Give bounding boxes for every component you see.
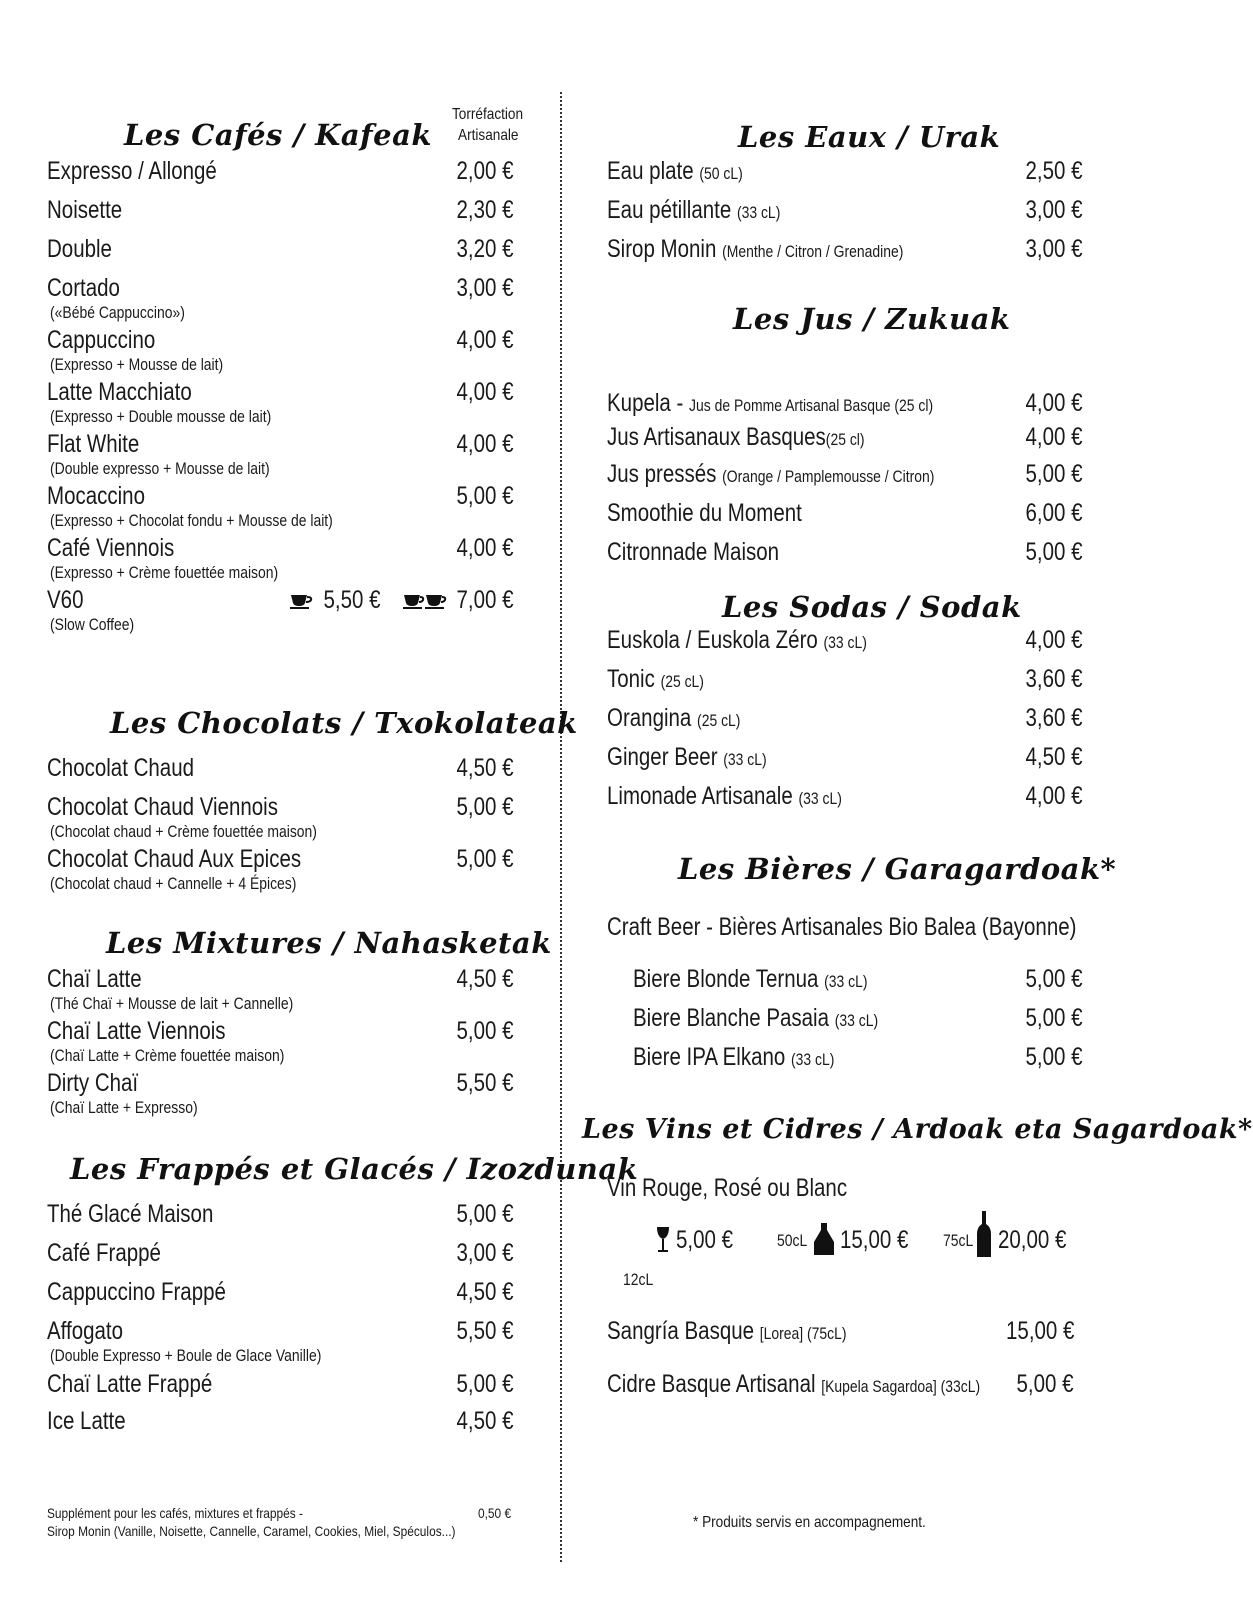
menu-item-name: Café Viennois <box>47 534 175 562</box>
menu-item-name: Noisette <box>47 196 123 224</box>
menu-item-name: Cortado <box>47 274 120 302</box>
menu-item-description: (Chaï Latte + Expresso) <box>50 1098 198 1117</box>
menu-item-name: Double <box>47 235 112 263</box>
menu-item-price: 5,50 € <box>456 1069 514 1097</box>
menu-item-name: Chaï Latte <box>47 965 142 993</box>
menu-item-price: 5,00 € <box>456 1370 514 1398</box>
section-title-chocolats: Les Chocolats / Txokolateak <box>110 706 578 740</box>
menu-item-price: 5,00 € <box>456 793 514 821</box>
menu-item-price: 5,50 € <box>456 1317 514 1345</box>
menu-item-price: 4,00 € <box>1025 389 1083 417</box>
menu-item-name: Ice Latte <box>47 1407 126 1435</box>
menu-item-price: 4,00 € <box>1025 782 1083 810</box>
menu-item-price: 3,00 € <box>1025 235 1083 263</box>
menu-item-name: Eau pétillante (33 cL) <box>607 196 781 224</box>
menu-item-price: 2,30 € <box>456 196 514 224</box>
menu-item-name: Tonic (25 cL) <box>607 665 704 693</box>
menu-item-name: Café Frappé <box>47 1239 161 1267</box>
menu-item-price: 3,60 € <box>1025 665 1083 693</box>
menu-item-name: Jus Artisanaux Basques(25 cl) <box>607 423 865 451</box>
menu-item-name: Affogato <box>47 1317 124 1345</box>
menu-item-name: Thé Glacé Maison <box>47 1200 214 1228</box>
menu-item-description: (Expresso + Chocolat fondu + Mousse de lait) <box>50 511 333 530</box>
menu-item-description: (Slow Coffee) <box>50 615 135 634</box>
menu-item-price: 3,00 € <box>456 1239 514 1267</box>
menu-item-price: 5,00 € <box>1025 460 1083 488</box>
menu-item-price: 5,00 € <box>456 1017 514 1045</box>
menu-item-price: 5,00 € <box>1025 965 1083 993</box>
menu-item-name: Cappuccino <box>47 326 156 354</box>
menu-item-price: 4,00 € <box>1025 626 1083 654</box>
menu-item-name: Biere Blanche Pasaia (33 cL) <box>633 1004 879 1032</box>
menu-item-name: Chocolat Chaud <box>47 754 195 782</box>
menu-item-name: Ginger Beer (33 cL) <box>607 743 767 771</box>
menu-item-price: 5,00 € <box>1025 538 1083 566</box>
v60-single-price: 5,50 € <box>323 586 381 614</box>
menu-item-description: (Expresso + Mousse de lait) <box>50 355 224 374</box>
menu-item-description: (Double expresso + Mousse de lait) <box>50 459 270 478</box>
menu-item-name: Kupela - Jus de Pomme Artisanal Basque (25 cl) <box>607 389 934 417</box>
menu-item-name: Latte Macchiato <box>47 378 192 406</box>
section-title-jus: Les Jus / Zukuak <box>733 302 1011 336</box>
menu-item-description: (Thé Chaï + Mousse de lait + Cannelle) <box>50 994 294 1013</box>
section-title-vins: Les Vins et Cidres / Ardoak eta Sagardoak* <box>582 1114 1253 1145</box>
menu-item-name: Sangría Basque [Lorea] (75cL) <box>607 1317 847 1345</box>
section-title-cafes: Les Cafés / Kafeak <box>124 118 432 152</box>
menu-item-description: («Bébé Cappuccino») <box>50 303 185 322</box>
menu-item-price: 3,00 € <box>1025 196 1083 224</box>
menu-item-price: 5,00 € <box>1025 1043 1083 1071</box>
menu-item-description: (Chocolat chaud + Cannelle + 4 Épices) <box>50 874 297 893</box>
menu-item-description: (Chocolat chaud + Crème fouettée maison) <box>50 822 317 841</box>
footer-note: * Produits servis en accompagnement. <box>693 1514 926 1531</box>
menu-item-price: 2,50 € <box>1025 157 1083 185</box>
menu-item-price: 6,00 € <box>1025 499 1083 527</box>
menu-item-name: V60 <box>47 586 84 614</box>
menu-item-name: Chocolat Chaud Viennois <box>47 793 278 821</box>
menu-item-name: Biere Blonde Ternua (33 cL) <box>633 965 868 993</box>
section-title-mixtures: Les Mixtures / Nahasketak <box>106 926 552 960</box>
menu-item-description: (Expresso + Double mousse de lait) <box>50 407 272 426</box>
menu-item-name: Chaï Latte Viennois <box>47 1017 226 1045</box>
menu-item-price: 2,00 € <box>456 157 514 185</box>
menu-item-description: (Chaï Latte + Crème fouettée maison) <box>50 1046 285 1065</box>
menu-item-price: 4,50 € <box>456 965 514 993</box>
menu-item-name: Chaï Latte Frappé <box>47 1370 213 1398</box>
section-title-eaux: Les Eaux / Urak <box>738 120 1001 154</box>
menu-item-price: 4,00 € <box>456 534 514 562</box>
menu-item-price: 4,00 € <box>456 326 514 354</box>
section-intro-vins: Vin Rouge, Rosé ou Blanc <box>607 1174 848 1202</box>
menu-item-description: (Expresso + Crème fouettée maison) <box>50 563 279 582</box>
menu-item-name: Chocolat Chaud Aux Epices <box>47 845 302 873</box>
menu-item-description: (Double Expresso + Boule de Glace Vanille) <box>50 1346 322 1365</box>
menu-item-price: 5,00 € <box>1025 1004 1083 1032</box>
carafe-price: 15,00 € <box>840 1226 909 1254</box>
menu-item-name: Cappuccino Frappé <box>47 1278 226 1306</box>
menu-item-name: Mocaccino <box>47 482 145 510</box>
menu-item-name: Flat White <box>47 430 140 458</box>
menu-item-name: Sirop Monin (Menthe / Citron / Grenadine) <box>607 235 904 263</box>
menu-item-name: Jus pressés (Orange / Pamplemousse / Citron) <box>607 460 935 488</box>
v60-double-price: 7,00 € <box>456 586 514 614</box>
menu-item-price: 3,60 € <box>1025 704 1083 732</box>
menu-item-name: Cidre Basque Artisanal [Kupela Sagardoa] (33cL) <box>607 1370 981 1398</box>
menu-item-price: 5,00 € <box>456 482 514 510</box>
menu-item-price: 4,50 € <box>456 1407 514 1435</box>
carafe-icon <box>813 1222 835 1256</box>
menu-item-name: Eau plate (50 cL) <box>607 157 743 185</box>
wine-bottle-icon <box>976 1210 992 1258</box>
wine-glass-icon <box>656 1226 670 1254</box>
menu-item-name: Euskola / Euskola Zéro (33 cL) <box>607 626 867 654</box>
supplement-line2: Sirop Monin (Vanille, Noisette, Cannelle, Caramel, Cookies, Miel, Spéculos...) <box>47 1523 456 1539</box>
menu-item-name: Citronnade Maison <box>607 538 780 566</box>
menu-item-price: 4,00 € <box>456 378 514 406</box>
menu-item-price: 3,00 € <box>456 274 514 302</box>
menu-item-price: 4,00 € <box>1025 423 1083 451</box>
menu-item-name: Expresso / Allongé <box>47 157 217 185</box>
supplement-line1: Supplément pour les cafés, mixtures et frappés - <box>47 1505 303 1521</box>
menu-item-price: 4,50 € <box>456 1278 514 1306</box>
menu-item-price: 5,00 € <box>456 845 514 873</box>
section-intro-bieres: Craft Beer - Bières Artisanales Bio Balea (Bayonne) <box>607 913 1077 941</box>
column-divider <box>560 92 562 1562</box>
menu-item-price: 4,50 € <box>456 754 514 782</box>
menu-item-price: 4,00 € <box>456 430 514 458</box>
roast-note-line1: Torréfaction <box>452 106 524 123</box>
carafe-size: 50cL <box>777 1231 808 1250</box>
menu-item-name: Dirty Chaï <box>47 1069 139 1097</box>
menu-item-price: 5,00 € <box>1016 1370 1074 1398</box>
menu-item-price: 15,00 € <box>1005 1317 1074 1345</box>
section-title-sodas: Les Sodas / Sodak <box>722 590 1022 624</box>
menu-item-price: 5,00 € <box>456 1200 514 1228</box>
section-title-frappes: Les Frappés et Glacés / Izozdunak <box>70 1152 639 1186</box>
menu-item-name: Limonade Artisanale (33 cL) <box>607 782 842 810</box>
menu-item-price: 4,50 € <box>1025 743 1083 771</box>
bottle-size: 75cL <box>943 1231 974 1250</box>
section-title-bieres: Les Bières / Garagardoak* <box>678 852 1117 886</box>
bottle-price: 20,00 € <box>998 1226 1067 1254</box>
glass-size: 12cL <box>623 1270 654 1289</box>
menu-item-price: 3,20 € <box>456 235 514 263</box>
supplement-price: 0,50 € <box>478 1505 512 1521</box>
double-coffee-cup-icon <box>402 592 448 610</box>
coffee-cup-icon <box>289 592 313 610</box>
menu-item-name: Orangina (25 cL) <box>607 704 741 732</box>
menu-item-name: Biere IPA Elkano (33 cL) <box>633 1043 835 1071</box>
roast-note-line2: Artisanale <box>458 127 519 144</box>
glass-price: 5,00 € <box>676 1226 734 1254</box>
menu-item-name: Smoothie du Moment <box>607 499 802 527</box>
